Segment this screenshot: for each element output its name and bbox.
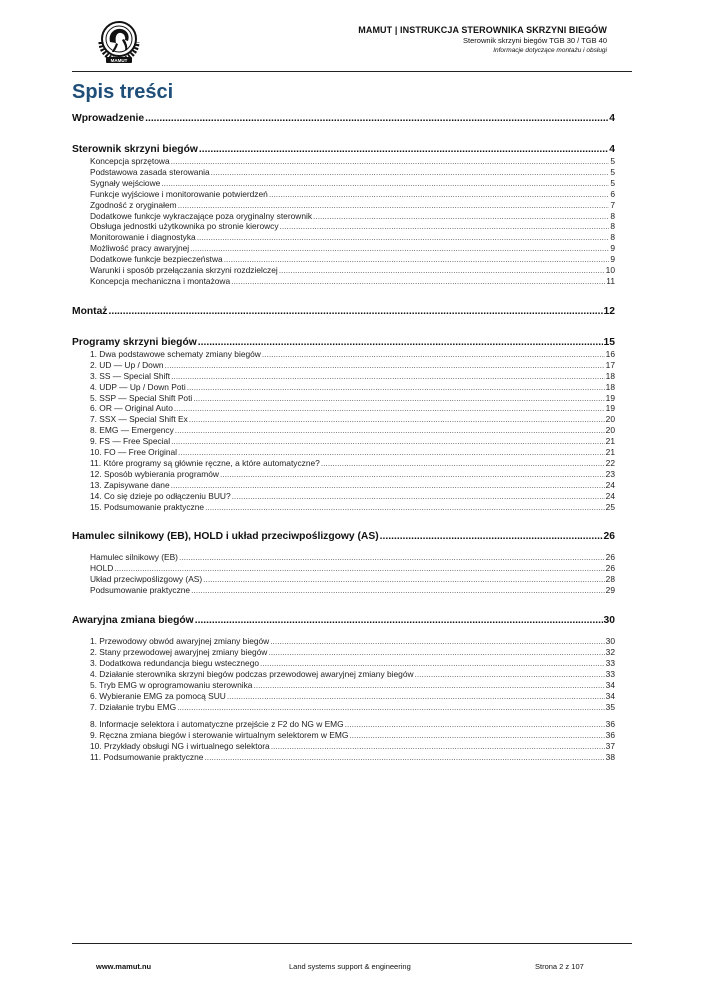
toc-entry-label: 14. Co się dzieje po odłączeniu BUU?	[90, 490, 231, 501]
dot-leader	[187, 382, 605, 393]
toc-entry-label: 7. SSX — Special Shift Ex	[90, 414, 188, 425]
toc-entry-page: 22	[605, 457, 615, 468]
dot-leader	[224, 254, 610, 265]
dot-leader	[269, 189, 610, 200]
dot-leader	[268, 647, 604, 658]
toc-entry-page: 36	[605, 730, 615, 741]
toc-entry-page: 37	[605, 741, 615, 752]
toc-entry-page: 5	[610, 156, 615, 166]
toc-heading-page: 12	[603, 305, 615, 317]
footer-page-info: Strona 2 z 107	[535, 962, 584, 971]
toc-entry-label: Zgodność z oryginałem	[90, 199, 177, 210]
toc-entry-page: 9	[610, 254, 615, 265]
dot-leader	[171, 480, 605, 491]
toc-entry-label: 3. SS — Special Shift	[90, 370, 171, 381]
toc-entry-label: 4. Działanie sterownika skrzyni biegów podczas przewodowej awaryjnej zmiany biegów	[90, 668, 414, 679]
toc-entry[interactable]	[72, 221, 615, 232]
dot-leader	[227, 691, 605, 702]
toc-entry-page: 33	[605, 657, 615, 668]
dot-leader	[171, 436, 605, 447]
toc-entry-label: 8. EMG — Emergency	[90, 425, 174, 436]
toc-entry-page: 7	[610, 199, 615, 210]
dot-leader	[171, 371, 605, 382]
toc-entry-page: 20	[605, 425, 615, 436]
toc-entry-label: 4. UDP — Up / Down Poti	[90, 381, 186, 392]
toc-entry-label: 9. FS — Free Special	[90, 436, 171, 447]
toc-entry-page: 25	[605, 501, 615, 512]
toc-spacer	[72, 712, 615, 719]
dot-leader	[199, 143, 608, 156]
toc-heading-page: 15	[603, 336, 615, 348]
toc-heading[interactable]	[72, 530, 615, 543]
toc-entry[interactable]	[72, 691, 615, 702]
header-note: Informacje dotyczące montażu i obsługi	[493, 47, 607, 54]
dot-leader	[197, 232, 610, 243]
dot-leader	[313, 211, 609, 222]
dot-leader	[174, 403, 605, 414]
toc-entry-label: 1. Dwa podstawowe schematy zmiany biegów	[90, 348, 261, 359]
toc-entry-page: 21	[605, 447, 615, 458]
toc-entry-page: 28	[605, 574, 615, 585]
dot-leader	[198, 336, 603, 349]
dot-leader	[349, 730, 604, 741]
toc-entry-label: 11. Które programy są głównie ręczne, a które automatyczne?	[90, 457, 320, 468]
toc-entry[interactable]	[72, 393, 615, 404]
toc-entry-page: 5	[610, 177, 615, 188]
toc-entry-page: 5	[610, 166, 615, 177]
toc-entry-page: 29	[605, 585, 615, 596]
toc-entry-label: Funkcje wyjściowe i monitorowanie potwierdzeń	[90, 188, 268, 199]
dot-leader	[178, 200, 610, 211]
toc-entry-label: 13. Zapisywane dane	[90, 479, 170, 490]
dot-leader	[262, 349, 605, 360]
toc-entry-label: 11. Podsumowanie praktyczne	[90, 752, 204, 763]
dot-leader	[190, 243, 609, 254]
footer-divider	[72, 943, 632, 944]
toc-entry-label: Monitorowanie i diagnostyka	[90, 232, 196, 243]
toc-entry[interactable]	[72, 436, 615, 447]
toc-entry-label: 15. Podsumowanie praktyczne	[90, 501, 205, 512]
mamut-logo	[92, 16, 146, 64]
toc-entry-label: 9. Ręczna zmiana biegów i sterowanie wirtualnym selektorem w EMG	[90, 730, 349, 741]
toc-entry-page: 38	[605, 752, 615, 763]
toc-entry[interactable]	[72, 636, 615, 647]
dot-leader	[270, 636, 604, 647]
dot-leader	[380, 530, 603, 543]
toc-section	[72, 112, 615, 125]
dot-leader	[232, 491, 605, 502]
toc-entry[interactable]	[72, 741, 615, 752]
toc-entry[interactable]	[72, 502, 615, 513]
dot-leader	[177, 702, 605, 713]
toc-entry-label: 6. OR — Original Auto	[90, 403, 173, 414]
toc-entry-label: Podsumowanie praktyczne	[90, 585, 191, 596]
toc-entry-page: 33	[605, 668, 615, 679]
toc-entry-label: 8. Informacje selektora i automatyczne przejście z F2 do NG w EMG	[90, 719, 344, 730]
toc-entry[interactable]	[72, 156, 615, 167]
toc-entry-page: 8	[610, 210, 615, 221]
toc-spacer	[72, 627, 615, 636]
dot-leader	[231, 276, 605, 287]
dot-leader	[189, 414, 605, 425]
toc-heading[interactable]	[72, 305, 615, 318]
toc-entry-page: 16	[605, 348, 615, 359]
toc-entry-page: 36	[605, 719, 615, 730]
table-of-contents	[72, 112, 615, 781]
toc-entry-page: 30	[605, 636, 615, 647]
toc-entry[interactable]	[72, 730, 615, 741]
dot-leader	[220, 469, 605, 480]
toc-entry-page: 21	[605, 436, 615, 447]
toc-entry[interactable]	[72, 563, 615, 574]
toc-entry-page: 20	[605, 414, 615, 425]
dot-leader	[253, 680, 604, 691]
toc-entry[interactable]	[72, 360, 615, 371]
toc-heading[interactable]	[72, 614, 615, 627]
header-subtitle: Sterownik skrzyni biegów TGB 30 / TGB 40	[463, 36, 607, 45]
toc-entry[interactable]	[72, 349, 615, 360]
dot-leader	[161, 178, 609, 189]
toc-entry-label: 3. Dodatkowa redundancja biegu wstecznego	[90, 657, 260, 668]
toc-entry-page: 18	[605, 381, 615, 392]
footer-website[interactable]: www.mamut.nu	[96, 962, 152, 971]
dot-leader	[345, 719, 605, 730]
toc-entry-label: 2. UD — Up / Down	[90, 359, 164, 370]
toc-entry-label: 6. Wybieranie EMG za pomocą SUU	[90, 690, 226, 701]
dot-leader	[321, 458, 605, 469]
toc-entry-page: 26	[605, 563, 615, 574]
toc-entry[interactable]	[72, 680, 615, 691]
toc-entry-label: 10. FO — Free Original	[90, 447, 178, 458]
toc-entry-page: 19	[605, 403, 615, 414]
toc-section	[72, 614, 615, 763]
dot-leader	[415, 669, 605, 680]
page-title: Spis treści	[72, 81, 174, 103]
dot-leader	[205, 502, 605, 513]
dot-leader	[175, 425, 605, 436]
toc-entry-page: 10	[605, 265, 615, 276]
dot-leader	[204, 752, 604, 763]
dot-leader	[279, 265, 605, 276]
dot-leader	[211, 167, 610, 178]
toc-entry-page: 34	[605, 690, 615, 701]
toc-entry[interactable]	[72, 574, 615, 585]
toc-entry-page: 34	[605, 679, 615, 690]
dot-leader	[179, 552, 605, 563]
toc-heading-label: Sterownik skrzyni biegów	[72, 144, 198, 155]
toc-entry-page: 24	[605, 479, 615, 490]
dot-leader	[195, 614, 603, 627]
toc-entry-page: 26	[605, 552, 615, 563]
dot-leader	[171, 156, 610, 167]
toc-heading-label: Wprowadzenie	[72, 113, 145, 124]
toc-heading-label: Montaż	[72, 305, 108, 317]
toc-heading[interactable]	[72, 143, 615, 156]
toc-entry[interactable]	[72, 658, 615, 669]
dot-leader	[178, 447, 605, 458]
toc-entry-label: Układ przeciwpoślizgowy (AS)	[90, 574, 203, 585]
toc-entry[interactable]	[72, 254, 615, 265]
toc-entry[interactable]	[72, 178, 615, 189]
toc-entry[interactable]	[72, 276, 615, 287]
toc-heading-label: Programy skrzyni biegów	[72, 336, 197, 348]
toc-entry[interactable]	[72, 669, 615, 680]
toc-entry[interactable]	[72, 200, 615, 211]
toc-entry-label: Warunki i sposób przełączania skrzyni rozdzielczej	[90, 265, 278, 276]
toc-entry-page: 9	[610, 243, 615, 254]
svg-text:MAMUT: MAMUT	[110, 58, 128, 63]
toc-entry-label: 2. Stany przewodowej awaryjnej zmiany biegów	[90, 647, 268, 657]
toc-entry-label: Obsługa jednostki użytkownika po stronie kierowcy	[90, 221, 279, 232]
toc-entry-page: 32	[605, 647, 615, 657]
toc-entry[interactable]	[72, 167, 615, 178]
toc-entry-label: Podstawowa zasada sterowania	[90, 166, 210, 177]
toc-entry[interactable]	[72, 491, 615, 502]
dot-leader	[260, 658, 605, 669]
toc-entry-page: 6	[610, 188, 615, 199]
toc-entry[interactable]	[72, 752, 615, 763]
toc-entry-page: 23	[605, 468, 615, 479]
toc-entry-label: Sygnały wejściowe	[90, 177, 161, 188]
dot-leader	[114, 563, 604, 574]
toc-entry-label: 10. Przykłady obsługi NG i wirtualnego selektora	[90, 741, 270, 752]
dot-leader	[145, 112, 608, 125]
toc-section	[72, 336, 615, 513]
dot-leader	[108, 305, 602, 318]
dot-leader	[191, 585, 605, 596]
toc-spacer	[72, 543, 615, 552]
toc-entry[interactable]	[72, 414, 615, 425]
toc-section	[72, 143, 615, 287]
toc-entry-label: Koncepcja sprzętowa	[90, 156, 170, 166]
toc-heading-page: 4	[609, 144, 615, 155]
toc-entry[interactable]	[72, 702, 615, 713]
toc-heading[interactable]	[72, 336, 615, 349]
toc-entry[interactable]	[72, 265, 615, 276]
toc-entry-label: Dodatkowe funkcje wykraczające poza oryginalny sterownik	[90, 210, 313, 221]
toc-section	[72, 305, 615, 318]
toc-entry-label: Możliwość pracy awaryjnej	[90, 243, 190, 254]
toc-entry[interactable]	[72, 552, 615, 563]
toc-entry[interactable]	[72, 232, 615, 243]
toc-entry[interactable]	[72, 403, 615, 414]
dot-leader	[203, 574, 605, 585]
toc-entry[interactable]	[72, 480, 615, 491]
header-divider	[72, 71, 632, 72]
footer-tagline: Land systems support & engineering	[289, 962, 411, 971]
toc-heading-page: 4	[609, 113, 615, 124]
dot-leader	[165, 360, 605, 371]
toc-entry[interactable]	[72, 189, 615, 200]
toc-entry-page: 35	[605, 701, 615, 712]
toc-entry-label: 5. SSP — Special Shift Poti	[90, 392, 193, 403]
toc-entry-label: 7. Działanie trybu EMG	[90, 701, 177, 712]
toc-entry[interactable]	[72, 458, 615, 469]
toc-heading-page: 26	[603, 531, 615, 543]
toc-entry-page: 8	[610, 232, 615, 243]
dot-leader	[271, 741, 605, 752]
toc-entry[interactable]	[72, 447, 615, 458]
toc-entry-page: 24	[605, 490, 615, 501]
toc-entry-label: Hamulec silnikowy (EB)	[90, 552, 178, 563]
toc-entry-page: 17	[605, 359, 615, 370]
toc-entry[interactable]	[72, 647, 615, 658]
toc-entry[interactable]	[72, 211, 615, 222]
toc-entry-page: 8	[610, 221, 615, 232]
header-title: MAMUT | INSTRUKCJA STEROWNIKA SKRZYNI BIEGÓW	[358, 25, 607, 35]
toc-entry-label: 5. Tryb EMG w oprogramowaniu sterownika	[90, 679, 253, 690]
toc-heading-page: 30	[603, 615, 615, 627]
toc-heading[interactable]	[72, 112, 615, 125]
toc-entry-page: 18	[605, 370, 615, 381]
toc-entry[interactable]	[72, 371, 615, 382]
toc-entry[interactable]	[72, 382, 615, 393]
toc-entry-label: Dodatkowe funkcje bezpieczeństwa	[90, 254, 223, 265]
page-header	[358, 24, 607, 55]
toc-entry-page: 11	[606, 275, 615, 286]
toc-entry-label: 12. Sposób wybierania programów	[90, 468, 219, 479]
toc-entry-label: 1. Przewodowy obwód awaryjnej zmiany biegów	[90, 636, 270, 647]
toc-entry[interactable]	[72, 585, 615, 596]
toc-entry[interactable]	[72, 243, 615, 254]
dot-leader	[193, 393, 604, 404]
dot-leader	[280, 221, 610, 232]
toc-heading-label: Hamulec silnikowy (EB), HOLD i układ przeciwpoślizgowy (AS)	[72, 531, 379, 543]
toc-entry-label: Koncepcja mechaniczna i montażowa	[90, 275, 231, 286]
toc-entry[interactable]	[72, 469, 615, 480]
toc-entry-page: 19	[605, 392, 615, 403]
toc-entry[interactable]	[72, 425, 615, 436]
toc-section	[72, 530, 615, 596]
toc-entry-label: HOLD	[90, 563, 114, 574]
toc-heading-label: Awaryjna zmiana biegów	[72, 615, 194, 627]
toc-entry[interactable]	[72, 719, 615, 730]
